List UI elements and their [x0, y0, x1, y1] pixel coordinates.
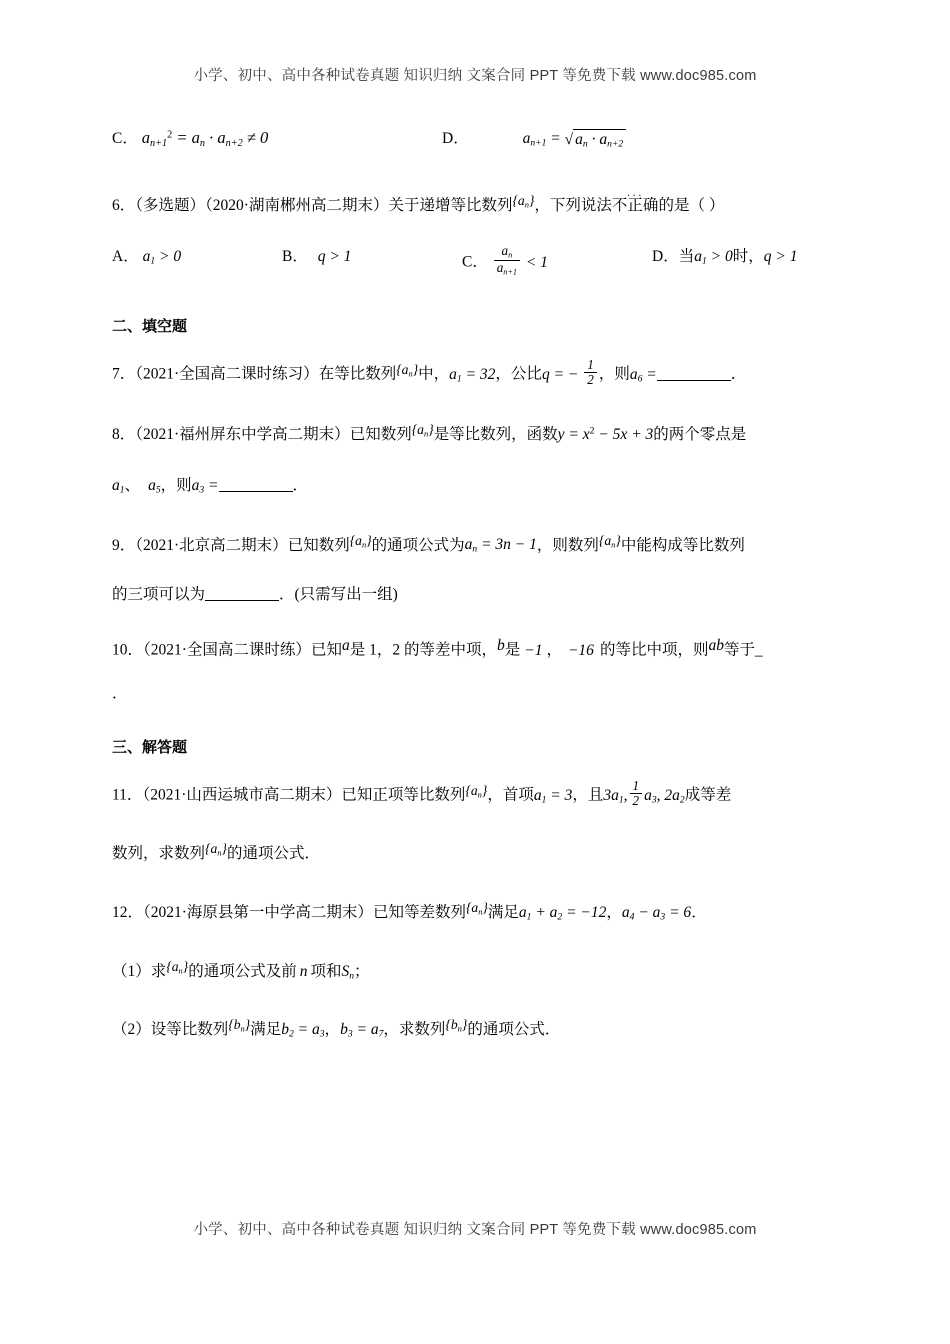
q12-p2-text-2: 满足 — [250, 1020, 282, 1038]
section-heading-solutions: 三、解答题 — [112, 739, 188, 757]
q9-number: 9． — [112, 536, 136, 554]
q12-p1-n: n — [299, 963, 308, 981]
document-content — [112, 126, 852, 1067]
q5-options-row — [112, 126, 852, 150]
q7-math-2: q = − $\frac{1}{2}$ — [542, 366, 599, 383]
question-8 — [112, 421, 852, 497]
q12-p2-sequence: $\{b_n\}$ — [228, 1016, 251, 1034]
question-9 — [112, 532, 852, 606]
q6-option-d-mid: 时， — [732, 248, 764, 266]
q10-number: 10． — [112, 641, 144, 659]
q12-stem — [112, 899, 852, 924]
q9-text-1: 已知数列 — [287, 536, 350, 554]
q6-option-a — [112, 244, 282, 277]
q12-p2-sequence-2: $\{b_n\}$ — [445, 1016, 468, 1034]
q11-source: （2021·山西运城市高二期末） — [142, 786, 342, 804]
q9-stem — [112, 532, 852, 557]
q7-answer-blank[interactable] — [657, 365, 731, 381]
q9-text-3: ，则数列 — [536, 536, 599, 554]
q8-text-1: 已知数列 — [349, 426, 412, 444]
q11-text-2: ，首项 — [487, 786, 534, 804]
q5-options — [112, 126, 852, 150]
section-heading-fill-in: 二、填空题 — [112, 318, 188, 336]
q12-p2-math-1: $b_2 = a_3$ — [281, 1020, 325, 1040]
q10-text-2: 是 1，2 的等差中项， — [349, 641, 497, 659]
q12-p2-label: （2） — [112, 1020, 151, 1038]
q11-math-2: $3a_1$, $\frac{1}{2}$ $a_3$, $2a_2$ — [603, 778, 685, 809]
q6-stem — [112, 192, 852, 217]
q6-text-a: 关于递增等比数列 — [388, 196, 513, 214]
q12-source: （2021·海原县第一中学高二期末） — [143, 903, 373, 921]
q9-source: （2021·北京高二期末） — [135, 536, 288, 554]
q7-text-5: ． — [730, 365, 747, 383]
q10-math-ab: ab — [708, 636, 724, 654]
q12-p1-text-4: ； — [354, 963, 370, 981]
q8-text-l2-1: 、 — [124, 476, 141, 494]
question-7 — [112, 358, 852, 387]
q12-p1-label: （1） — [112, 963, 151, 981]
q9-answer-blank[interactable] — [205, 586, 279, 602]
q6-option-a-math: $a_1 > 0$ — [142, 248, 182, 268]
q7-text-3: ，公比 — [495, 365, 542, 383]
q8-answer-blank[interactable] — [219, 477, 293, 493]
q8-text-2: 是等比数列，函数 — [433, 426, 558, 444]
q11-text-l2-1: 数列，求数列 — [112, 845, 206, 863]
q10-math-a: a — [341, 636, 350, 654]
q6-emphasis: 不正确 ··· — [612, 197, 659, 214]
q5-option-c — [112, 126, 442, 150]
q6-option-b-math: q > 1 — [317, 248, 352, 266]
q6-text-b: ，下列说法 — [534, 196, 612, 214]
q7-text-2: 中， — [418, 365, 450, 383]
q6-option-d-label: D． — [652, 248, 679, 266]
q8-stem-line2 — [112, 476, 852, 498]
q12-math-2: $a_4 - a_3 = 6$ — [621, 903, 692, 923]
q10-text-1: 已知 — [310, 641, 342, 659]
q6-option-d — [652, 244, 797, 277]
q5-option-d-label: D． — [442, 130, 469, 147]
q6-option-b-label: B． — [282, 248, 308, 266]
q5-option-c-label: C． — [112, 130, 138, 147]
q12-p1-text-1: 求 — [150, 963, 167, 981]
q11-stem-line2 — [112, 840, 852, 865]
q7-sequence: $\{a_n\}$ — [396, 362, 419, 379]
q9-text-2: 的通项公式为 — [371, 536, 465, 554]
q6-option-d-math1: $a_1 > 0$ — [694, 248, 733, 268]
q12-sequence: $\{a_n\}$ — [465, 900, 488, 917]
q8-text-3: 的两个零点是 — [653, 426, 747, 444]
q6-option-d-prefix: 当 — [678, 248, 695, 266]
q12-p2-text-5: 的通项公式． — [467, 1020, 561, 1038]
question-11 — [112, 779, 852, 865]
q10-stem-line2: ． — [112, 684, 128, 702]
q12-p2-text-1: 设等比数列 — [150, 1020, 229, 1038]
q8-math-a1: $a_1$ — [112, 476, 125, 496]
q8-text-l2-2: ，则 — [160, 476, 192, 494]
q10-math-b: b — [496, 636, 505, 654]
q7-text-4: ，则 — [598, 365, 630, 383]
q11-math-1: $a_1 = 3$ — [533, 786, 573, 806]
q9-math-1: $a_n = 3n - 1$ — [464, 536, 537, 556]
q12-p1-sequence: $\{a_n\}$ — [166, 959, 189, 976]
q10-text-6: 等于_ — [723, 641, 763, 659]
q7-source: （2021·全国高二课时练习） — [135, 365, 319, 383]
q6-option-c-label: C． — [462, 253, 488, 271]
q8-number: 8． — [112, 426, 136, 444]
q6-number: 6． — [112, 196, 136, 214]
q12-p2-text-4: ，求数列 — [383, 1020, 446, 1038]
q12-p1-text-2: 的通项公式及前 — [188, 963, 297, 981]
q8-math-a5: $a_5$ — [148, 476, 161, 496]
q9-stem-line2 — [112, 585, 852, 606]
q10-math-neg16: −16 — [567, 641, 594, 659]
q12-p2-text-3: ， — [324, 1020, 341, 1038]
watermark-bottom: 小学、初中、高中各种试卷真题 知识归纳 文案合同 PPT 等免费下载 www.doc985.com — [193, 1222, 757, 1238]
q7-text-1: 在等比数列 — [318, 365, 397, 383]
watermark-top: 小学、初中、高中各种试卷真题 知识归纳 文案合同 PPT 等免费下载 www.doc985.com — [193, 68, 757, 84]
q6-sequence: $\{a_n\}$ — [512, 192, 535, 210]
q8-stem — [112, 421, 852, 446]
q9-text-l2-1: 的三项可以为 — [112, 586, 206, 604]
q11-text-4: 成等差 — [684, 786, 732, 804]
q12-p2-math-2: $b_3 = a_7$ — [340, 1020, 384, 1040]
q12-text-3: ， — [606, 903, 622, 921]
q12-p1-math: $S_n$ — [341, 963, 355, 982]
q7-math-1: $a_1 = 32$ — [449, 365, 496, 385]
question-6 — [112, 192, 852, 278]
q6-text-c: 的是（ ） — [658, 196, 725, 214]
q9-sequence-2: $\{a_n\}$ — [598, 532, 621, 549]
q10-text-3: 是 — [504, 641, 521, 659]
q11-text-3: ，且 — [572, 786, 604, 804]
q12-part-1 — [112, 958, 852, 983]
q10-text-5: 的等比中项，则 — [599, 641, 709, 659]
q10-source: （2021·全国高二课时练） — [143, 641, 311, 659]
q8-math-a3: $a_3$ = — [191, 476, 219, 496]
q8-math-1: $y = x^2 - 5x + 3$ — [557, 425, 654, 444]
q6-options — [112, 244, 852, 277]
q10-stem — [112, 636, 852, 662]
q6-option-c — [462, 244, 652, 277]
question-12 — [112, 899, 852, 1041]
q8-text-l2-3: ． — [292, 476, 309, 494]
q6-source: （2020·湖南郴州高二期末） — [205, 196, 389, 214]
q12-p1-text-3: 项和 — [310, 963, 342, 981]
q10-text-4: ， — [546, 641, 562, 659]
q11-number: 11． — [112, 786, 143, 804]
q6-option-d-math2: q > 1 — [763, 248, 798, 266]
q5-option-c-math: $a_{n+1}^2 = a_n \cdot a_{n+2} \ne 0$ — [141, 128, 269, 149]
q11-stem — [112, 779, 852, 808]
q6-option-c-math: $\frac{a_n}{a_{n+1}}$ < 1 — [492, 254, 548, 271]
q11-sequence-2: $\{a_n\}$ — [205, 841, 227, 858]
q12-number: 12． — [112, 903, 144, 921]
q9-text-4: 中能构成等比数列 — [620, 536, 745, 554]
q6-option-b — [282, 244, 462, 277]
q6-option-a-label: A． — [112, 248, 139, 266]
q7-math-3: $a_6$ = — [629, 365, 657, 385]
q12-text-4: ． — [691, 903, 707, 921]
question-10 — [112, 636, 852, 704]
q11-text-l2-2: 的通项公式． — [226, 845, 320, 863]
q8-sequence: $\{a_n\}$ — [411, 422, 434, 439]
q9-text-l2-2: ．(只需写出一组) — [279, 586, 398, 604]
q12-text-1: 已知等差数列 — [372, 903, 466, 921]
q6-tag: （多选题） — [135, 196, 206, 214]
q12-part-2 — [112, 1016, 852, 1041]
q7-number: 7． — [112, 365, 136, 383]
q7-stem — [112, 358, 852, 387]
q11-sequence: $\{a_n\}$ — [465, 783, 488, 800]
q5-option-d-math: $a_{n+1}$ = √ $a_n \cdot a_{n+2}$ — [523, 130, 627, 147]
q10-math-neg1: −1 — [524, 641, 543, 659]
q9-sequence: $\{a_n\}$ — [349, 532, 372, 549]
q5-option-d — [442, 126, 742, 150]
q12-text-2: 满足 — [487, 903, 519, 921]
q8-source: （2021·福州屏东中学高二期末） — [135, 426, 350, 444]
q11-text-1: 已知正项等比数列 — [341, 786, 466, 804]
q12-math-1: $a_1 + a_2 = -12$ — [518, 903, 607, 923]
